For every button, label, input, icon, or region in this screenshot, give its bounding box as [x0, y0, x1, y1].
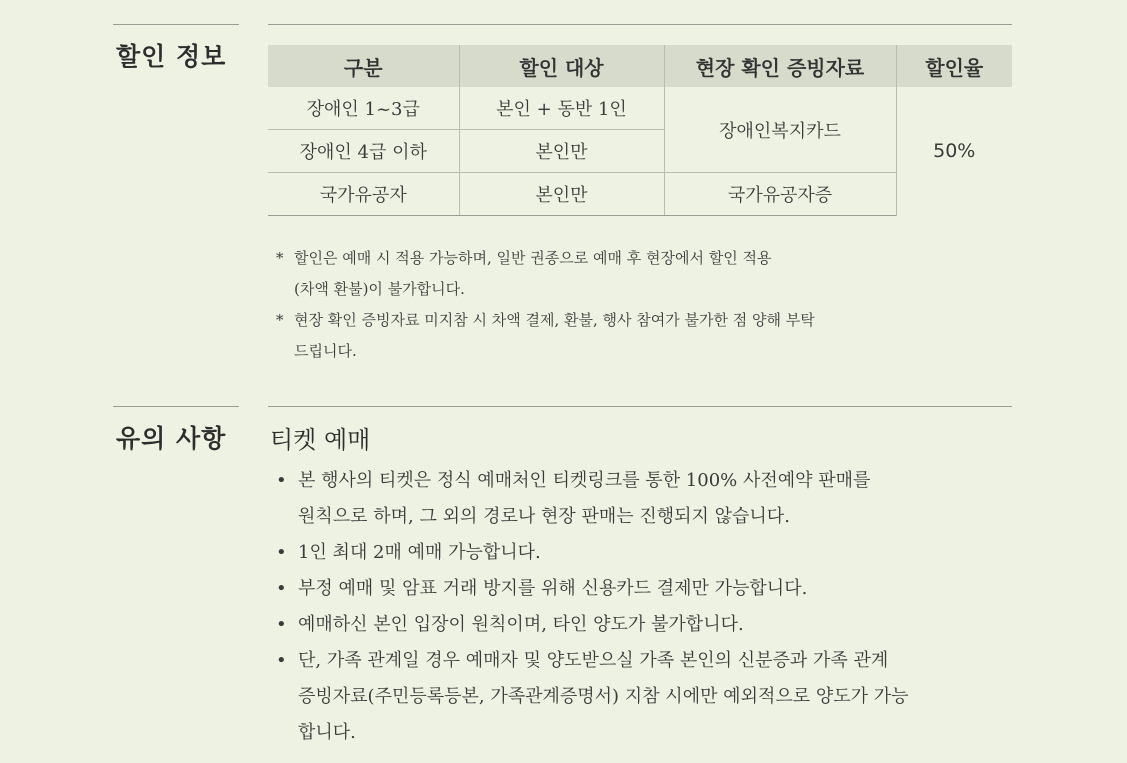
- discount-note: [276, 243, 976, 305]
- header-rate: 할인율: [896, 45, 1012, 87]
- list-item: [276, 571, 1016, 607]
- row-category: 장애인 4급 이하: [268, 130, 459, 173]
- section-divider-right: [268, 24, 1012, 25]
- note-line: 할인은 예매 시 적용 가능하며, 일반 권종으로 예매 후 현장에서 할인 적용: [294, 249, 772, 267]
- discount-note: [276, 305, 976, 367]
- header-proof: 현장 확인 증빙자료: [664, 45, 896, 87]
- list-item-line: 합니다.: [298, 722, 356, 743]
- proof-veteran-card: 국가유공자증: [664, 173, 896, 216]
- row-target: 본인 + 동반 1인: [459, 87, 664, 130]
- section-divider-left: [113, 406, 239, 407]
- list-item: [276, 607, 1016, 643]
- list-item-line: 증빙자료(주민등록등본, 가족관계증명서) 지참 시에만 예외적으로 양도가 가능: [298, 686, 909, 707]
- list-item: [276, 535, 1016, 571]
- note-line: 현장 확인 증빙자료 미지참 시 차액 결제, 환불, 행사 참여가 불가한 점 양해 부탁: [294, 311, 815, 329]
- bullet-icon: •: [276, 614, 287, 635]
- asterisk-mark: *: [276, 249, 284, 267]
- caution-section-title: 유의 사항: [116, 424, 227, 453]
- header-target: 할인 대상: [459, 45, 664, 87]
- bullet-icon: •: [276, 578, 287, 599]
- bullet-icon: •: [276, 650, 287, 671]
- note-line: (차액 환불)이 불가합니다.: [294, 280, 465, 298]
- section-divider-left: [113, 24, 239, 25]
- section-divider-right: [268, 406, 1012, 407]
- bullet-icon: •: [276, 470, 287, 491]
- row-target: 본인만: [459, 130, 664, 173]
- row-category: 장애인 1~3급: [306, 99, 420, 120]
- list-item: [276, 463, 1016, 535]
- discount-rate: 50%: [896, 87, 1012, 216]
- ticket-booking-heading: 티켓 예매: [270, 426, 371, 454]
- list-item-line: 예매하신 본인 입장이 원칙이며, 타인 양도가 불가합니다.: [298, 614, 744, 635]
- proof-disability-card: 장애인복지카드: [664, 87, 896, 173]
- discount-table-header: [268, 45, 1012, 87]
- note-line: 드립니다.: [294, 342, 357, 360]
- list-item-line: 부정 예매 및 암표 거래 방지를 위해 신용카드 결제만 가능합니다.: [298, 578, 808, 599]
- row-target: 본인만: [459, 173, 664, 216]
- discount-notes: [276, 243, 976, 367]
- caution-list: [276, 463, 1016, 751]
- table-row: [268, 87, 1012, 130]
- bullet-icon: •: [276, 542, 287, 563]
- list-item-line: 1인 최대 2매 예매 가능합니다.: [298, 542, 541, 563]
- list-item: [276, 643, 1016, 751]
- header-category: 구분: [268, 45, 459, 87]
- discount-section-title: 할인 정보: [116, 42, 227, 71]
- asterisk-mark: *: [276, 311, 284, 329]
- list-item-line: 원칙으로 하며, 그 외의 경로나 현장 판매는 진행되지 않습니다.: [298, 506, 790, 527]
- row-category: 국가유공자: [268, 173, 459, 216]
- discount-table: [268, 45, 1012, 216]
- list-item-line: 본 행사의 티켓은 정식 예매처인 티켓링크를 통한 100% 사전예약 판매를: [298, 470, 871, 491]
- list-item-line: 단, 가족 관계일 경우 예매자 및 양도받으실 가족 본인의 신분증과 가족 관계: [298, 650, 889, 671]
